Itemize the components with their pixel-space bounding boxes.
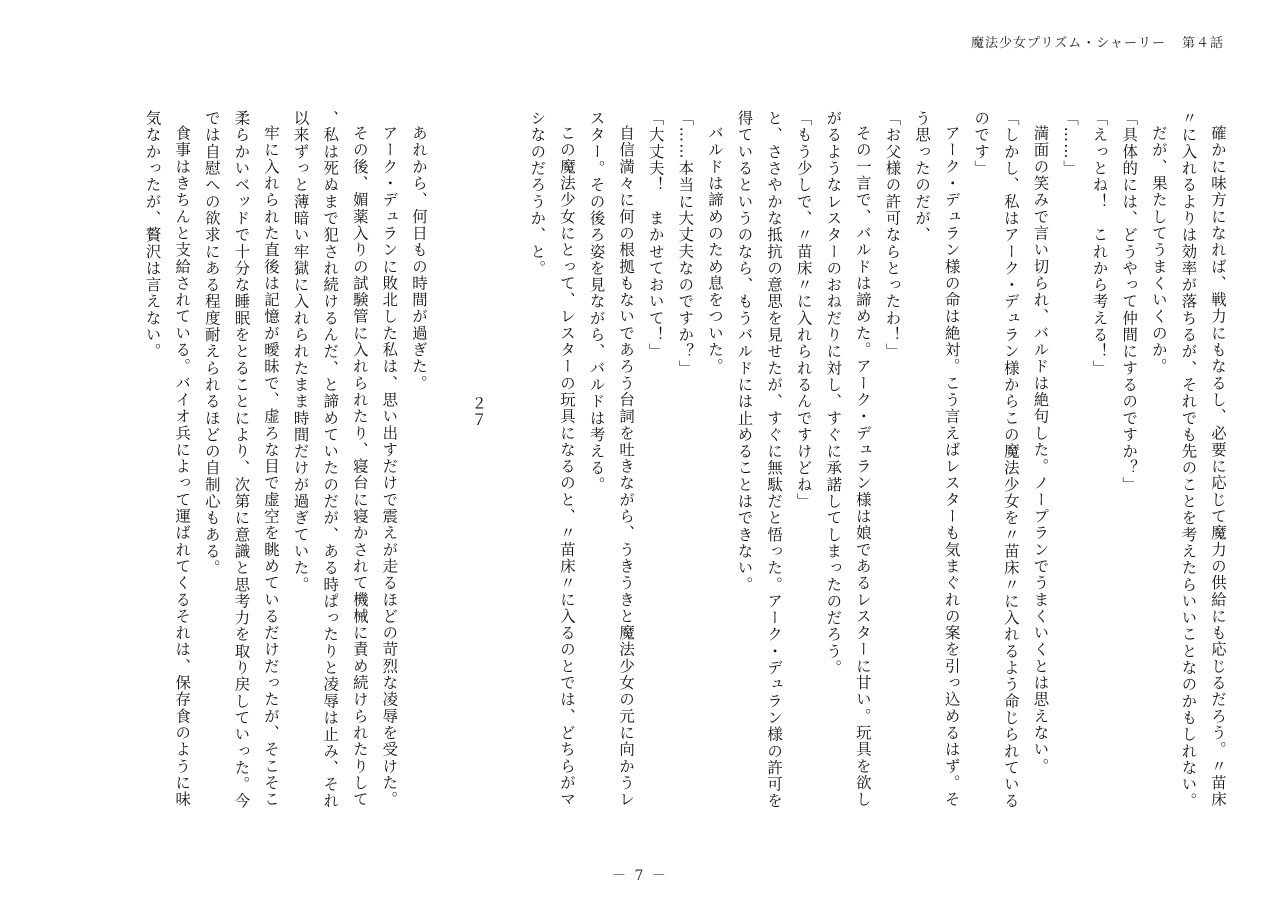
paragraph: 満面の笑みで言い切られ、バルドは絶句した。ノープランでうまくいくとは思えない。 [1031, 125, 1050, 775]
paragraph: 食事はきちんと支給されている。バイオ兵によって運ばれてくるそれは、保存食のように味気なかったが、贅沢は言えない。 [143, 110, 192, 809]
paragraph: あれから、何日もの時間が過ぎた。 [409, 125, 428, 392]
blank-line [433, 110, 463, 810]
vertical-body-text [52, 110, 1232, 810]
blank-line [492, 110, 522, 810]
paragraph: 「大丈夫！ まかせておいて！」 [646, 110, 665, 360]
paragraph: 「お父様の許可ならとったわ！」 [883, 110, 902, 360]
page-number: － 7 － [612, 868, 668, 884]
paragraph: 確かに味方になれば、戦力にもなるし、必要に応じて魔力の供給にも応じるだろう。〃苗床〃に入れるよりは効率が落ちるが、それでも先のことを考えたらいいことなのかもしれない。 [1179, 110, 1227, 810]
book-title: 魔法少女プリズム・シャーリー [971, 36, 1166, 51]
paragraph: 「……本当に大丈夫なのですか？」 [676, 110, 695, 377]
paragraph: アーク・デュランに敗北した私は、思い出すだけで震えが走るほどの苛烈な凌辱を受けた。 [380, 125, 399, 809]
paragraph: だが、果たしてうまくいくのか。 [1149, 125, 1168, 376]
paragraph: 自信満々に何の根拠もないであろう台詞を吐きながら、うきうきと魔法少女の元に向かうレスター。その後ろ姿を見ながら、バルドは考える。 [587, 110, 636, 809]
paragraph: アーク・デュラン様の命は絶対。こう言えばレスターも気まぐれの案を引っ込めるはず。そう思ったのだが、 [913, 110, 961, 809]
paragraph: 「えっとね！ これから考える！」 [1090, 110, 1109, 377]
episode-label: 第４話 [1181, 36, 1224, 51]
paragraph: 「具体的には、どうやって仲間にするのですか？」 [1120, 110, 1139, 493]
paragraph: 牢に入れられた直後は記憶が曖昧で、虚ろな目で虚空を眺めているだけだったが、そこそこ柔らかいベッドで十分な睡眠をとることにより、次第に意識と思考力を取り戻していった。今では自慰への欲求にある程度耐えられるほどの自制心もある。 [202, 110, 280, 810]
paragraph: その一言で、バルドは諦めた。アーク・デュラン様は娘であるレスターに甘い。玩具を欲しがるようなレスターのおねだりに対し、すぐに承諾してしまったのだろう。 [824, 110, 872, 809]
paragraph: バルドは諦めのため息をついた。 [705, 125, 724, 376]
chapter-number: ２７ [469, 395, 488, 429]
paragraph: この魔法少女にとって、レスターの玩具になるのと、〃苗床〃に入るのとでは、どちらがマシなのだろうか、と。 [528, 110, 576, 809]
paragraph: 「しかし、私はアーク・デュラン様からこの魔法少女を〃苗床〃に入れるよう命じられているのです」 [972, 110, 1020, 810]
paragraph: 「もう少しで、〃苗床〃に入れられるんですけどね」 [794, 110, 813, 510]
running-header [971, 32, 1224, 51]
paragraph: と、ささやかな抵抗の意思を見せたが、すぐに無駄だと悟った。アーク・デュラン様の許可を得ているというのなら、もうバルドには止めることはできない。 [735, 110, 784, 810]
paragraph: 「……」 [1061, 110, 1080, 177]
paragraph: その後、媚薬入りの試験管に入れられたり、寝台に寝かされて機械に責め続けられたりして、私は死ぬまで犯され続けるんだ、と諦めていたのだが、ある時ぱったりと凌辱は止み、それ以来ずっと薄暗い牢獄に入れられたまま時間だけが過ぎていた。 [291, 110, 369, 810]
